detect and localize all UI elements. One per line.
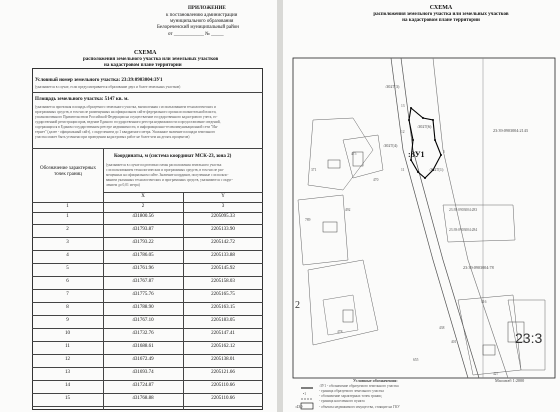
x-coordinate-cell: 431788.90 [132, 305, 154, 310]
left-title: СХЕМА [134, 50, 157, 56]
table-row [32, 393, 263, 394]
col-coordinates-header: Координаты, м (система координат МСК-23, зона 2) [114, 154, 232, 159]
legend-item: - объекты недвижимого имущества, стоящие на ГКУ [319, 405, 400, 409]
map-number: 438 [439, 326, 445, 330]
point-number: 5 [443, 150, 445, 154]
map-number: 371 [311, 168, 317, 172]
x-coordinate-cell: 431768.88 [132, 396, 154, 401]
parcel-label: :ЗУ1 [408, 150, 425, 159]
map-label: 23:39:0903004:284 [449, 228, 478, 232]
y-coordinate-cell: 2205110.66 [211, 383, 235, 388]
map-label: 23:39:0903004:283 [449, 208, 478, 212]
index-cell: 1 [66, 204, 69, 209]
left-subtitle-1: расположения земельного участка или земельных участков [83, 57, 219, 62]
table-row [32, 328, 263, 329]
x-coordinate-cell: 431775.76 [132, 292, 154, 297]
point-number-cell: 5 [66, 266, 69, 271]
area-label: Площадь земельного участка: 5147 кв. м. [35, 97, 129, 102]
x-coordinate-cell: 431724.87 [132, 383, 154, 388]
big-quarter-label: 23:3 [515, 330, 543, 346]
point-number-cell: 1 [66, 214, 69, 219]
quarter-label: 23:39:0903004:2143 [493, 128, 528, 133]
point-number-cell: 14 [65, 383, 70, 388]
table-row [32, 250, 263, 251]
map-label: :3027(3) [385, 84, 400, 89]
x-header: X [141, 194, 145, 199]
table-row [32, 289, 263, 290]
left-sheet [0, 0, 277, 412]
table-row [32, 237, 263, 238]
y-coordinate-cell: 2205163.15 [211, 305, 235, 310]
y-coordinate-cell: 2205133.88 [211, 253, 235, 258]
cadastral-map [283, 0, 560, 412]
point-number-cell: 3 [66, 240, 69, 245]
point-number-cell: 15 [65, 396, 70, 401]
area-note: (указывается проектная площадь образуемого земельного участка, вычисленная с использованием технологических и программных средств, в том числе размещенных на официальном сайте федерального органа исполнительной власти, уполномоченного Правительством Российской Федерации на осуществление государственного кадастрового учета, го- сударственной регистрации прав, ведение Единого государственного реестра недвижимости и предоставление сведений, содержащихся в Едином государственном реестре недвижимости, в информационно-телекоммуникационной сети "Ин- тернет" (далее - официальный сайт), с округлением до 1 квадратного метра. Указанное значение площади земельного участка может быть уточнено при проведении кадастровых работ не более чем на десять процентов) [35, 105, 221, 139]
map-label: :3027(1) [429, 167, 444, 172]
legend-item: - граница образуемого земельного участка [319, 389, 384, 393]
map-number: 416 [481, 300, 487, 304]
map-number: 789 [305, 218, 311, 222]
legend-code: :430 [295, 404, 303, 409]
y-coordinate-cell: 2205133.90 [211, 227, 235, 232]
map-label: :3027(6) [417, 124, 432, 129]
point-number-cell: 13 [65, 370, 70, 375]
divider [32, 148, 263, 149]
y-header: Y [221, 194, 225, 199]
map-number: 492 [345, 208, 351, 212]
point-number: 12 [401, 130, 405, 134]
point-number-cell: 10 [65, 331, 70, 336]
y-coordinate-cell: 2205095.33 [211, 214, 235, 219]
map-number: 2 [295, 300, 300, 311]
x-coordinate-cell: 431732.76 [132, 331, 154, 336]
legend-item: - обозначение характерных точек границ [319, 394, 382, 398]
y-coordinate-cell: 2205162.12 [211, 344, 235, 349]
map-number: 655 [413, 358, 419, 362]
table-row [32, 315, 263, 316]
appendix-line-1: к постановлению администрации [166, 13, 238, 18]
conditional-number-note: (указывается в случае, если предусматривается образование двух и более земельных участков) [35, 85, 181, 89]
y-coordinate-cell: 2205138.01 [211, 357, 235, 362]
point-number: 11 [401, 168, 405, 172]
point-number-cell: 8 [66, 305, 69, 310]
index-cell: 3 [221, 204, 225, 209]
point-number-cell: 12 [65, 357, 70, 362]
map-number: 427 [493, 372, 499, 376]
point-number-cell: 6 [66, 279, 69, 284]
appendix-line-3: Белореченский муниципальный район [157, 25, 239, 30]
map-number: 475 [351, 152, 357, 156]
x-coordinate-cell: 431800.56 [132, 214, 154, 219]
coordinates-note: (указывается в случае подготовки схемы расположения земельного участка с использованием технологических и программных средств, в том числе раз- мещенных на официальном сайте. Значение координат, полученные с использо- ванием указанных технологических и программных средств, указываются с округ- лением до 0,01 метра) [106, 163, 233, 187]
table-row [32, 276, 263, 277]
point-number-cell: 9 [66, 318, 69, 323]
y-coordinate-cell: 2205110.66 [211, 396, 235, 401]
right-subtitle-1: расположения земельного участка или земельных участков [373, 12, 509, 17]
y-coordinate-cell: 2205183.05 [211, 318, 235, 323]
right-subtitle-2: на кадастровом плане территории [402, 18, 480, 23]
x-coordinate-cell: 431793.87 [132, 227, 154, 232]
y-coordinate-cell: 2205142.72 [211, 240, 235, 245]
x-coordinate-cell: 431693.74 [132, 370, 154, 375]
x-coordinate-cell: 431767.87 [132, 279, 154, 284]
appendix-date: от ____________ № _____ [168, 32, 224, 37]
map-number: 478 [337, 330, 343, 334]
divider [103, 192, 263, 193]
map-number: 401 [451, 340, 457, 344]
legend-point-symbol: •1 [303, 392, 307, 396]
legend-item: - граница населенного пункта [319, 399, 365, 403]
table-row [32, 341, 263, 342]
y-coordinate-cell: 2205165.75 [211, 292, 235, 297]
table-row [32, 354, 263, 355]
map-label: :3027(4) [383, 143, 398, 148]
table-row [32, 302, 263, 303]
table-row [32, 367, 263, 368]
x-coordinate-cell: 431786.05 [132, 253, 154, 258]
point-number-cell: 4 [66, 253, 69, 258]
col-points-header: Обозначение характерных точек границ [39, 166, 97, 177]
map-number: 470 [373, 178, 379, 182]
table-row [32, 406, 263, 407]
y-coordinate-cell: 2205147.41 [211, 331, 235, 336]
scale-label: Масштаб 1:2000 [495, 378, 525, 383]
legend-item: :ЗУ1 - обозначение образуемого земельного участка [319, 384, 399, 388]
right-sheet [283, 0, 560, 412]
divider [32, 202, 263, 203]
x-coordinate-cell: 431688.61 [132, 344, 154, 349]
table-row [32, 224, 263, 225]
y-coordinate-cell: 2205145.92 [211, 266, 235, 271]
y-coordinate-cell: 2205158.03 [211, 279, 235, 284]
conditional-number: Условный номер земельного участка: 23:39:0903004:ЗУ1 [35, 78, 163, 83]
table-row [32, 380, 263, 381]
point-number-cell: 2 [66, 227, 69, 232]
point-number-cell: 7 [66, 292, 69, 297]
left-subtitle-2: на кадастровом плане территории [104, 63, 182, 68]
x-coordinate-cell: 431793.22 [132, 240, 154, 245]
point-number-cell: 11 [65, 344, 70, 349]
y-coordinate-cell: 2205121.66 [211, 370, 235, 375]
appendix-line-2: муниципального образования [170, 19, 234, 24]
quarter-label: 23:39:0903004:78 [463, 265, 494, 270]
index-cell: 2 [141, 204, 145, 209]
divider [32, 212, 263, 213]
x-coordinate-cell: 431672.49 [132, 357, 154, 362]
x-coordinate-cell: 431767.10 [132, 318, 154, 323]
appendix-label: ПРИЛОЖЕНИЕ [188, 6, 226, 11]
divider [32, 92, 263, 93]
legend-title: Условные обозначения: [353, 378, 398, 383]
point-number: 13 [401, 104, 405, 108]
right-title: СХЕМА [429, 5, 453, 11]
x-coordinate-cell: 431761.96 [132, 266, 154, 271]
table-row [32, 263, 263, 264]
